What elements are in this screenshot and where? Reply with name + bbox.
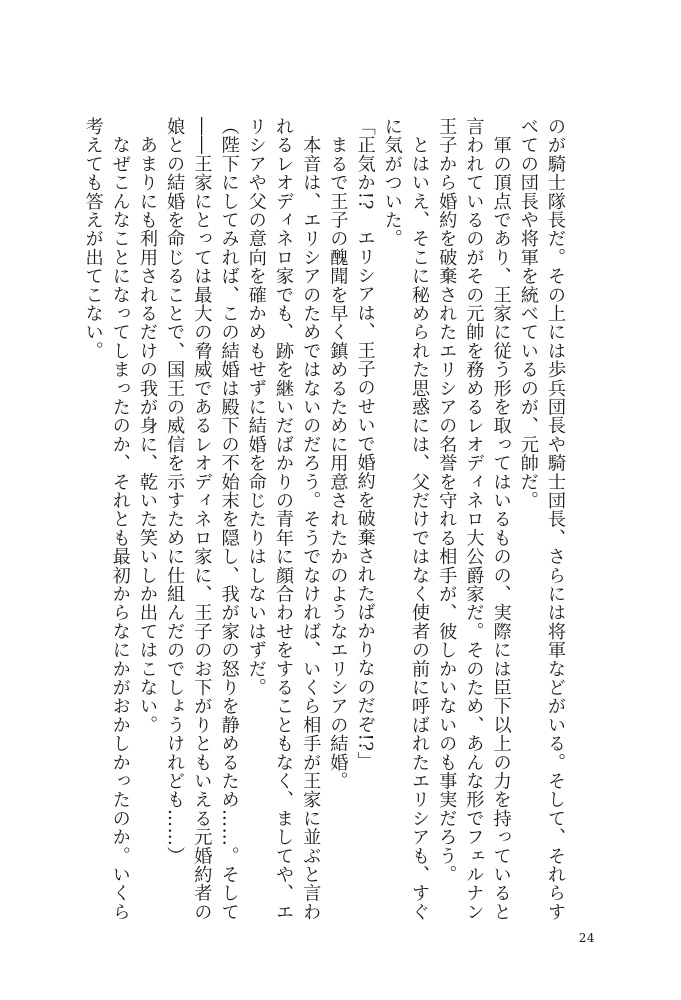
text-line: 本音は、エリシアのためではないのだろう。そうでなければ、いくら相手が王家に並ぶと言わ <box>300 117 322 922</box>
text-line: れるレオディネロ家でも、跡を継いだばかりの青年に顔合わせをすることもなく、ましてや、エ <box>272 117 294 922</box>
text-line: 言われているのがその元帥を務めるレオディネロ大公爵家だ。そのため、あんな形でフェルナン <box>463 117 485 922</box>
text-line: 王子から婚約を破棄されたエリシアの名誉を守れる相手が、彼しかいないのも事実だろう。 <box>436 117 458 884</box>
text-line: 「正気か!? エリシアは、王子のせいで婚約を破棄されたばかりなのだぞ!?」 <box>354 117 376 771</box>
vertical-body-text <box>82 117 569 922</box>
text-line: （陛下にしてみれば、この結婚は殿下の不始末を隠し、我が家の怒りを静めるため……。そして <box>218 117 240 922</box>
text-line: 娘との結婚を命じることで、国王の威信を示すために仕組んだのでしょうけれども……） <box>164 117 186 865</box>
text-line: のが騎士隊長だ。その上には歩兵団長や騎士団長、さらには将軍などがいる。そして、それらす <box>545 117 566 922</box>
text-line: に気がついた。 <box>381 117 403 248</box>
text-line: リシアや父の意向を確かめもせずに結婚を命じたりはしないはずだ。 <box>245 117 267 697</box>
page-number: 24 <box>578 931 595 945</box>
text-line: べての団長や将軍を統べているのが、元帥だ。 <box>517 117 539 510</box>
text-line: まるで王子の醜聞を早く鎮めるために用意されたかのようなエリシアの結婚。 <box>327 117 349 791</box>
text-line: 軍の頂点であり、王家に従う形を取ってはいるものの、実際には臣下以上の力を持っていると <box>490 117 512 922</box>
text-line: 考えても答えが出てこない。 <box>82 117 104 361</box>
text-line: とはいえ、そこに秘められた思惑には、父だけではなく使者の前に呼ばれたエリシアも、すぐ <box>408 117 430 922</box>
text-line: なぜこんなことになってしまったのか、それとも最初からなにかがおかしかったのか。いくら <box>109 117 131 922</box>
text-line: ――王家にとっては最大の脅威であるレオディネロ家に、王子のお下がりともいえる元婚約者の <box>191 117 213 922</box>
text-line: あまりにも利用されるだけの我が身に、乾いた笑いしか出てはこない。 <box>136 117 158 735</box>
